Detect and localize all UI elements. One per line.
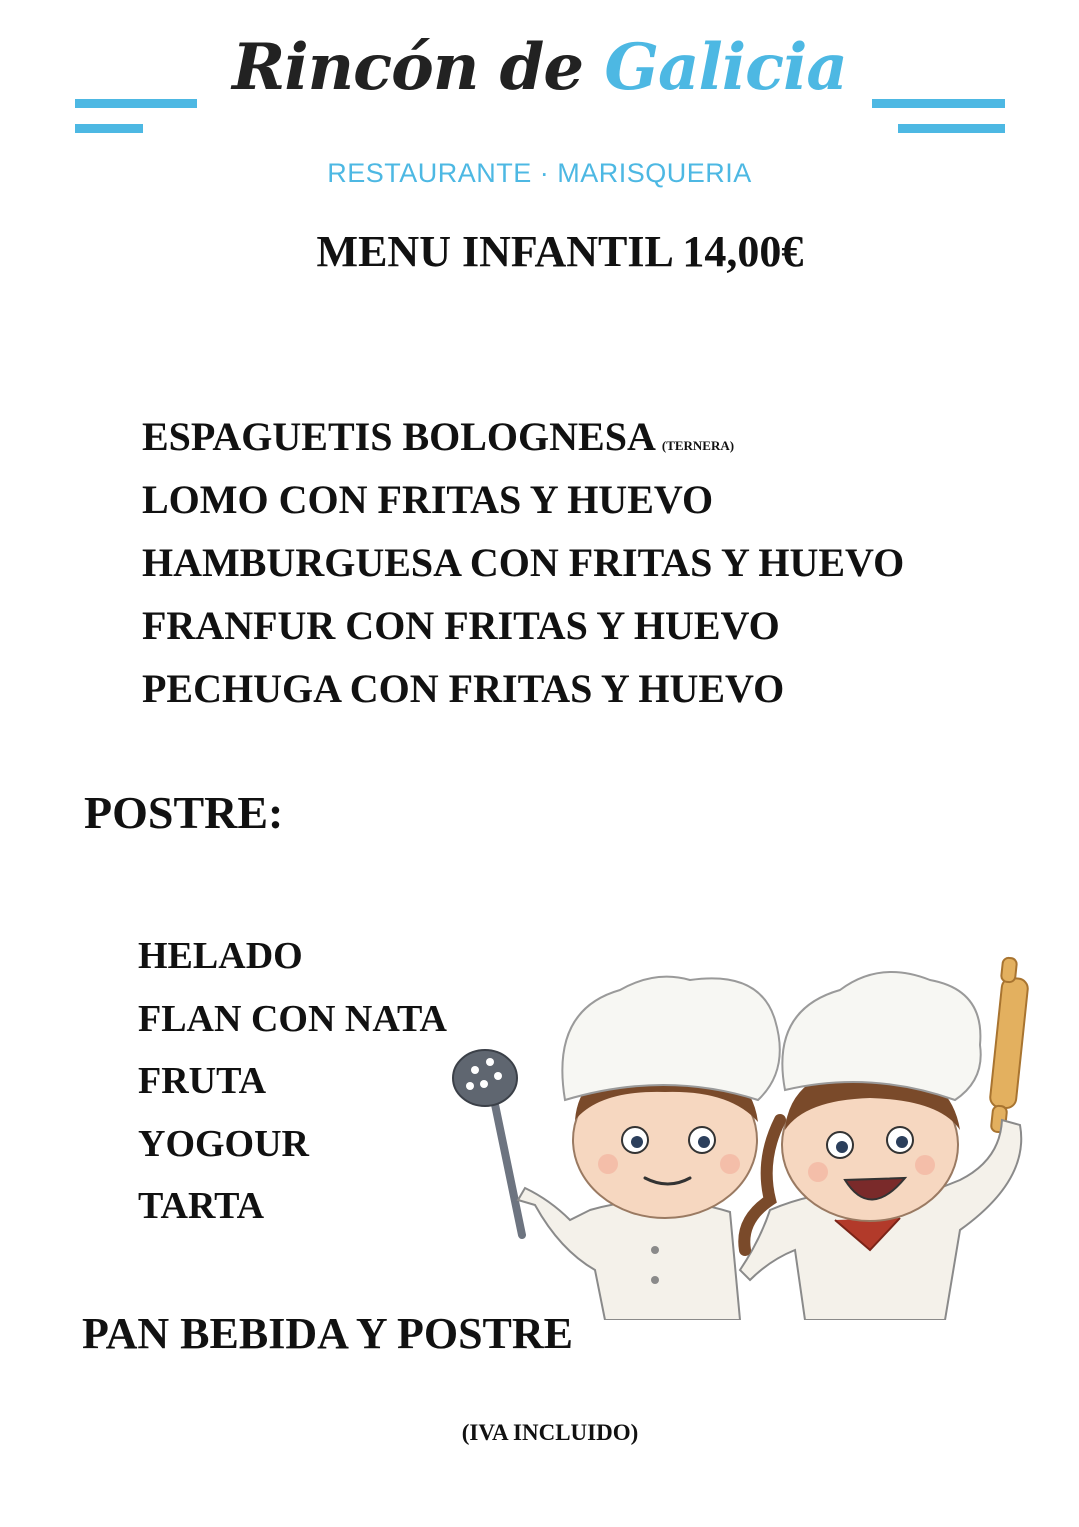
rolling-pin-icon (989, 957, 1028, 1132)
menu-title: MENU INFANTIL 14,00€ (316, 227, 804, 276)
skimmer-icon (453, 1050, 522, 1235)
dessert-item: FLAN CON NATA (138, 997, 447, 1040)
kids-chefs-illustration (440, 950, 1060, 1320)
dish-item (142, 662, 904, 725)
restaurant-logo (0, 30, 1079, 105)
header-line-left-top (75, 99, 197, 108)
dish-item (142, 473, 904, 536)
tax-note: (IVA INCLUIDO) (461, 1420, 639, 1445)
header-line-left-bottom (75, 124, 143, 133)
dessert-list (138, 930, 447, 1243)
dish-name: LOMO CON FRITAS Y HUEVO (142, 477, 714, 522)
dish-item (142, 599, 904, 662)
dish-note: (TERNERA) (661, 438, 735, 453)
dish-name: PECHUGA CON FRITAS Y HUEVO (142, 666, 785, 711)
includes-note: PAN BEBIDA Y POSTRE (82, 1309, 574, 1358)
dish-item (142, 536, 904, 599)
dessert-item: YOGOUR (138, 1122, 309, 1165)
logo-text-blue: Galicia (604, 30, 847, 105)
right-chef-kid (740, 972, 1021, 1320)
dish-name: HAMBURGUESA CON FRITAS Y HUEVO (142, 540, 905, 585)
logo-text-dark: Rincón de (232, 30, 584, 105)
dish-item (142, 410, 904, 473)
dish-name: ESPAGUETIS BOLOGNESA (142, 414, 656, 459)
header-line-right-top (872, 99, 1005, 108)
header-line-right-bottom (898, 124, 1005, 133)
dessert-item: FRUTA (138, 1060, 267, 1102)
dish-name: FRANFUR CON FRITAS Y HUEVO (142, 603, 780, 648)
dessert-heading: POSTRE: (84, 787, 284, 838)
dessert-item: TARTA (138, 1185, 265, 1227)
dessert-item: HELADO (138, 935, 303, 977)
dish-list (142, 410, 904, 725)
restaurant-subtitle: RESTAURANTE · MARISQUERIA (327, 158, 752, 188)
